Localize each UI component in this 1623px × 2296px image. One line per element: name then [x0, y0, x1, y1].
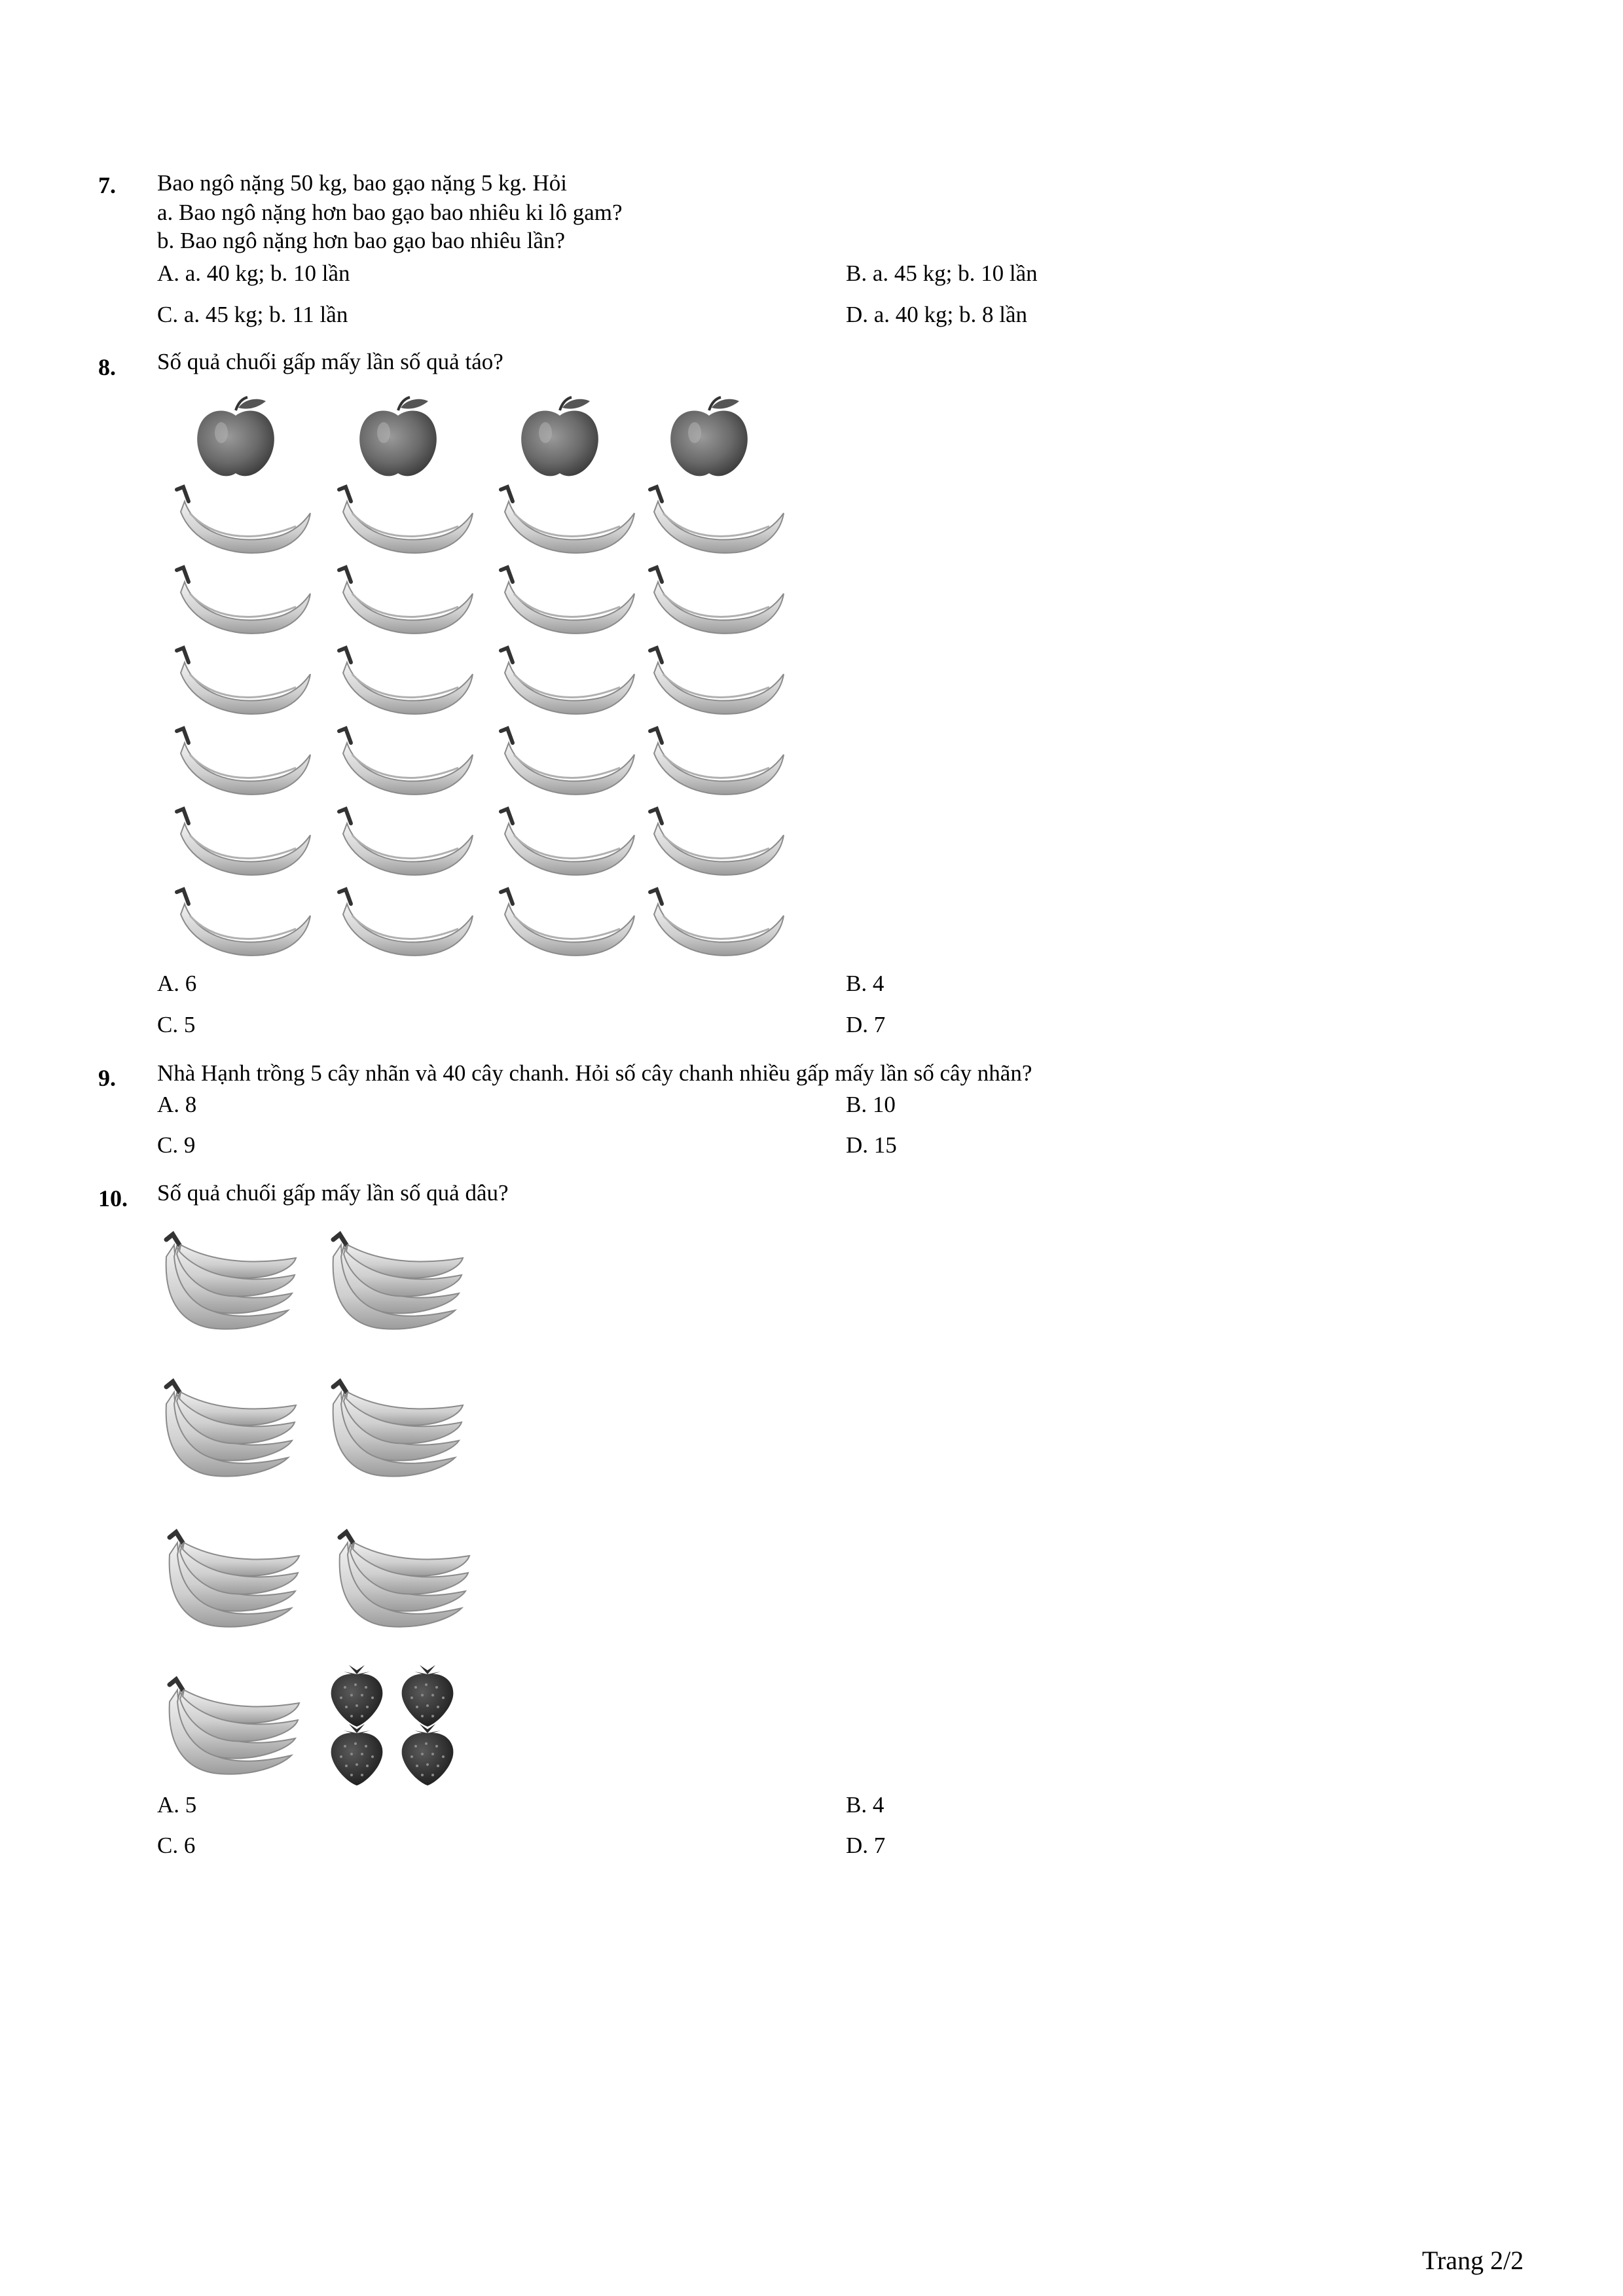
strawberry-icon — [395, 1662, 460, 1728]
banana-bunch-icon — [160, 1676, 304, 1780]
banana-icon — [496, 725, 640, 797]
question-10-option-c[interactable]: C. 6 — [157, 1833, 196, 1858]
banana-icon — [496, 483, 640, 555]
banana-icon — [496, 805, 640, 877]
question-9-number: 9. — [98, 1065, 116, 1091]
banana-icon — [172, 725, 316, 797]
page-number: Trang 2/2 — [1422, 2246, 1524, 2275]
banana-icon — [172, 564, 316, 636]
apple-icon — [663, 396, 755, 481]
banana-icon — [645, 725, 789, 797]
banana-bunch-icon — [324, 1230, 468, 1335]
banana-bunch-icon — [324, 1378, 468, 1482]
banana-icon — [645, 805, 789, 877]
question-10-prompt: Số quả chuối gấp mấy lần số quả dâu? — [157, 1180, 509, 1206]
banana-icon — [645, 644, 789, 716]
banana-icon — [172, 886, 316, 958]
question-7-option-b[interactable]: B. a. 45 kg; b. 10 lần — [846, 260, 1038, 286]
question-7-sub-a: a. Bao ngô nặng hơn bao gạo bao nhiêu ki lô gam? — [157, 200, 623, 225]
banana-icon — [334, 564, 478, 636]
banana-icon — [172, 483, 316, 555]
question-8-option-c[interactable]: C. 5 — [157, 1012, 196, 1037]
apple-icon — [352, 396, 444, 481]
question-9-option-d[interactable]: D. 15 — [846, 1132, 897, 1158]
apple-icon — [514, 396, 606, 481]
question-7-option-a[interactable]: A. a. 40 kg; b. 10 lần — [157, 260, 350, 286]
question-10-option-d[interactable]: D. 7 — [846, 1833, 886, 1858]
banana-bunch-icon — [157, 1230, 301, 1335]
question-7-option-d[interactable]: D. a. 40 kg; b. 8 lần — [846, 302, 1028, 327]
banana-icon — [172, 805, 316, 877]
banana-icon — [334, 886, 478, 958]
question-9-option-c[interactable]: C. 9 — [157, 1132, 196, 1158]
banana-icon — [496, 644, 640, 716]
question-8-option-b[interactable]: B. 4 — [846, 971, 884, 996]
question-8-option-d[interactable]: D. 7 — [846, 1012, 886, 1037]
apple-icon — [190, 396, 282, 481]
banana-icon — [334, 805, 478, 877]
strawberry-icon — [395, 1721, 460, 1787]
strawberry-icon — [324, 1662, 390, 1728]
banana-icon — [496, 564, 640, 636]
banana-icon — [334, 725, 478, 797]
question-10-option-a[interactable]: A. 5 — [157, 1792, 197, 1818]
question-7-sub-b: b. Bao ngô nặng hơn bao gạo bao nhiêu lần? — [157, 228, 566, 253]
question-7-prompt: Bao ngô nặng 50 kg, bao gạo nặng 5 kg. Hỏi — [157, 170, 568, 196]
question-8-option-a[interactable]: A. 6 — [157, 971, 197, 996]
question-7-number: 7. — [98, 172, 116, 198]
question-8-number: 8. — [98, 354, 116, 380]
banana-bunch-icon — [331, 1528, 475, 1633]
question-10-number: 10. — [98, 1185, 128, 1211]
question-9-option-a[interactable]: A. 8 — [157, 1092, 197, 1117]
banana-icon — [645, 564, 789, 636]
banana-bunch-icon — [160, 1528, 304, 1633]
question-9-option-b[interactable]: B. 10 — [846, 1092, 896, 1117]
strawberry-icon — [324, 1721, 390, 1787]
banana-icon — [334, 644, 478, 716]
question-10-option-b[interactable]: B. 4 — [846, 1792, 884, 1818]
banana-icon — [496, 886, 640, 958]
question-8-prompt: Số quả chuối gấp mấy lần số quả táo? — [157, 349, 503, 374]
question-7-option-c[interactable]: C. a. 45 kg; b. 11 lần — [157, 302, 348, 327]
banana-icon — [645, 483, 789, 555]
banana-icon — [334, 483, 478, 555]
banana-icon — [172, 644, 316, 716]
banana-icon — [645, 886, 789, 958]
question-9-prompt: Nhà Hạnh trồng 5 cây nhãn và 40 cây chanh. Hỏi số cây chanh nhiều gấp mấy lần số cây nhãn? — [157, 1060, 1032, 1086]
banana-bunch-icon — [157, 1378, 301, 1482]
